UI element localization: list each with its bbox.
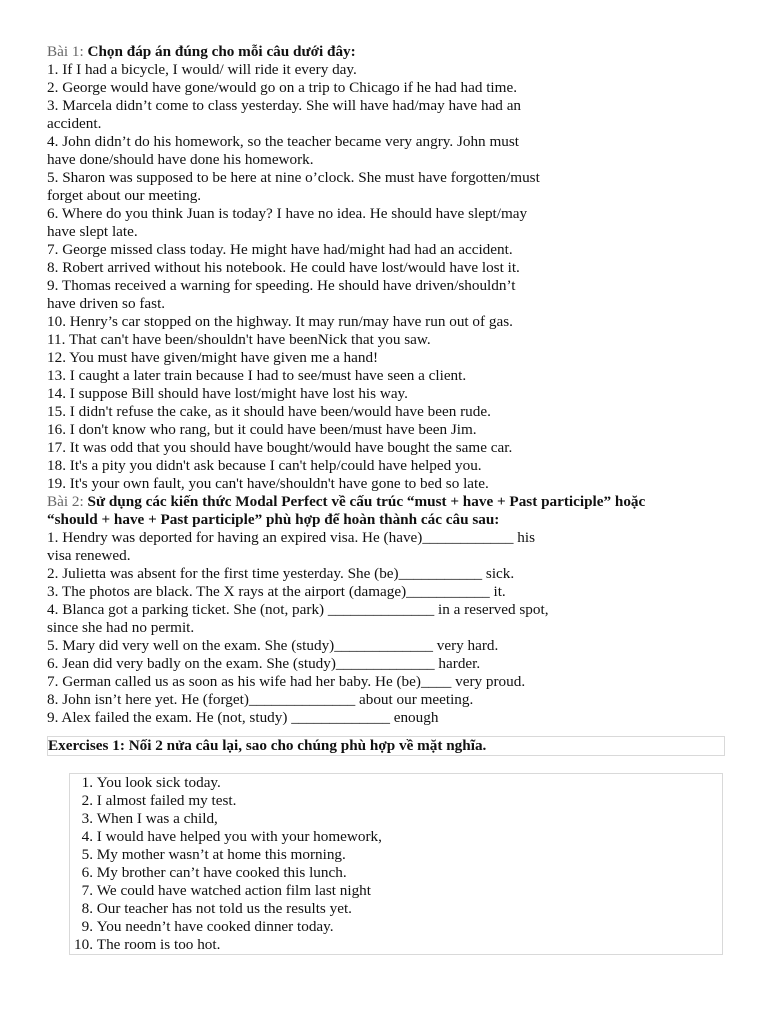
list-item-text: I would have helped you with your homework, bbox=[96, 828, 382, 845]
list-item bbox=[70, 828, 722, 846]
section1-line: 12. You must have given/might have given me a hand! bbox=[47, 349, 379, 366]
section2-lines bbox=[47, 529, 727, 727]
section1-prefix: Bài 1: bbox=[47, 43, 88, 60]
section1-line: 8. Robert arrived without his notebook. He could have lost/would have lost it. bbox=[47, 259, 520, 276]
section1-line: have slept late. bbox=[47, 223, 138, 240]
exercise1-list bbox=[69, 773, 723, 955]
section2-line: since she had no permit. bbox=[47, 619, 195, 636]
section1-line: 18. It's a pity you didn't ask because I can't help/could have helped you. bbox=[47, 457, 482, 474]
section2-line: 8. John isn’t here yet. He (forget)______________ about our meeting. bbox=[47, 691, 474, 708]
section1-line: 7. George missed class today. He might have had/might had had an accident. bbox=[47, 241, 513, 258]
list-item-text: I almost failed my test. bbox=[96, 792, 237, 809]
section1-line: 6. Where do you think Juan is today? I have no idea. He should have slept/may bbox=[47, 205, 528, 222]
section1-line: 17. It was odd that you should have bought/would have bought the same car. bbox=[47, 439, 513, 456]
list-item bbox=[70, 792, 722, 810]
section1-line: forget about our meeting. bbox=[47, 187, 202, 204]
list-item-text: When I was a child, bbox=[96, 810, 218, 827]
list-item-text: My brother can’t have cooked this lunch. bbox=[96, 864, 347, 881]
list-item-number: 1. bbox=[81, 774, 93, 791]
section1-line: 4. John didn’t do his homework, so the teacher became very angry. John must bbox=[47, 133, 519, 150]
list-item-number: 5. bbox=[81, 846, 93, 863]
list-item-number: 9. bbox=[81, 918, 93, 935]
section1-line: accident. bbox=[47, 115, 102, 132]
section2-line: 5. Mary did very well on the exam. She (study)_____________ very hard. bbox=[47, 637, 499, 654]
list-item bbox=[70, 774, 722, 792]
section1-line: 10. Henry’s car stopped on the highway. It may run/may have run out of gas. bbox=[47, 313, 513, 330]
section2-prefix: Bài 2: bbox=[47, 493, 88, 510]
list-item-text: You needn’t have cooked dinner today. bbox=[96, 918, 334, 935]
section1-line: 2. George would have gone/would go on a trip to Chicago if he had had time. bbox=[47, 79, 518, 96]
section1-title: Chọn đáp án đúng cho mỗi câu dưới đây: bbox=[87, 43, 356, 60]
list-item bbox=[70, 882, 722, 900]
section1-line: 1. If I had a bicycle, I would/ will ride it every day. bbox=[47, 61, 357, 78]
section2-line: 7. German called us as soon as his wife had her baby. He (be)____ very proud. bbox=[47, 673, 526, 690]
section1-line: 19. It's your own fault, you can't have/shouldn't have gone to bed so late. bbox=[47, 475, 489, 492]
section2-line: 2. Julietta was absent for the first time yesterday. She (be)___________ sick. bbox=[47, 565, 515, 582]
list-item-number: 6. bbox=[81, 864, 93, 881]
section2-heading bbox=[47, 493, 727, 511]
list-item bbox=[70, 936, 722, 954]
section2-line: 3. The photos are black. The X rays at the airport (damage)___________ it. bbox=[47, 583, 506, 600]
section1-line: 11. That can't have been/shouldn't have beenNick that you saw. bbox=[47, 331, 431, 348]
exercise1-title: Exercises 1: Nối 2 nửa câu lại, sao cho chúng phù hợp về mặt nghĩa. bbox=[48, 737, 487, 754]
list-item bbox=[70, 864, 722, 882]
section1-heading bbox=[47, 43, 727, 61]
section2-line: 4. Blanca got a parking ticket. She (not, park) ______________ in a reserved spot, bbox=[47, 601, 549, 618]
list-item-number: 8. bbox=[81, 900, 93, 917]
section1-line: 3. Marcela didn’t come to class yesterday. She will have had/may have had an bbox=[47, 97, 522, 114]
list-item-number: 10. bbox=[74, 936, 93, 953]
list-item bbox=[70, 900, 722, 918]
section1-line: 13. I caught a later train because I had to see/must have seen a client. bbox=[47, 367, 467, 384]
section1-line: 14. I suppose Bill should have lost/might have lost his way. bbox=[47, 385, 408, 402]
list-item-number: 3. bbox=[81, 810, 93, 827]
section1-line: 16. I don't know who rang, but it could have been/must have been Jim. bbox=[47, 421, 477, 438]
list-item-text: The room is too hot. bbox=[96, 936, 221, 953]
section1-lines bbox=[47, 61, 727, 493]
list-item-number: 7. bbox=[81, 882, 93, 899]
section1-line: have driven so fast. bbox=[47, 295, 166, 312]
document-content bbox=[47, 43, 727, 955]
list-item bbox=[70, 846, 722, 864]
exercise1-title-box bbox=[47, 736, 725, 756]
list-item-text: Our teacher has not told us the results yet. bbox=[96, 900, 352, 917]
list-item bbox=[70, 810, 722, 828]
section1-line: 15. I didn't refuse the cake, as it should have been/would have been rude. bbox=[47, 403, 491, 420]
list-item-text: We could have watched action film last night bbox=[96, 882, 371, 899]
list-item-text: You look sick today. bbox=[96, 774, 221, 791]
list-item-number: 2. bbox=[81, 792, 93, 809]
list-item-text: My mother wasn’t at home this morning. bbox=[96, 846, 346, 863]
section1-line: 9. Thomas received a warning for speeding. He should have driven/shouldn’t bbox=[47, 277, 516, 294]
list-item bbox=[70, 918, 722, 936]
section2-title-line2: “should + have + Past participle” phù hợp để hoàn thành các câu sau: bbox=[47, 511, 500, 528]
section2-title-line1: Sử dụng các kiến thức Modal Perfect về cấu trúc “must + have + Past participle” hoặc bbox=[87, 493, 646, 510]
section2-line: 1. Hendry was deported for having an expired visa. He (have)____________ his bbox=[47, 529, 535, 546]
section2-line: 6. Jean did very badly on the exam. She (study)_____________ harder. bbox=[47, 655, 481, 672]
section1-line: 5. Sharon was supposed to be here at nine o’clock. She must have forgotten/must bbox=[47, 169, 540, 186]
section2-line: 9. Alex failed the exam. He (not, study) _____________ enough bbox=[47, 709, 439, 726]
section1-line: have done/should have done his homework. bbox=[47, 151, 314, 168]
list-item-number: 4. bbox=[81, 828, 93, 845]
section2-line: visa renewed. bbox=[47, 547, 131, 564]
